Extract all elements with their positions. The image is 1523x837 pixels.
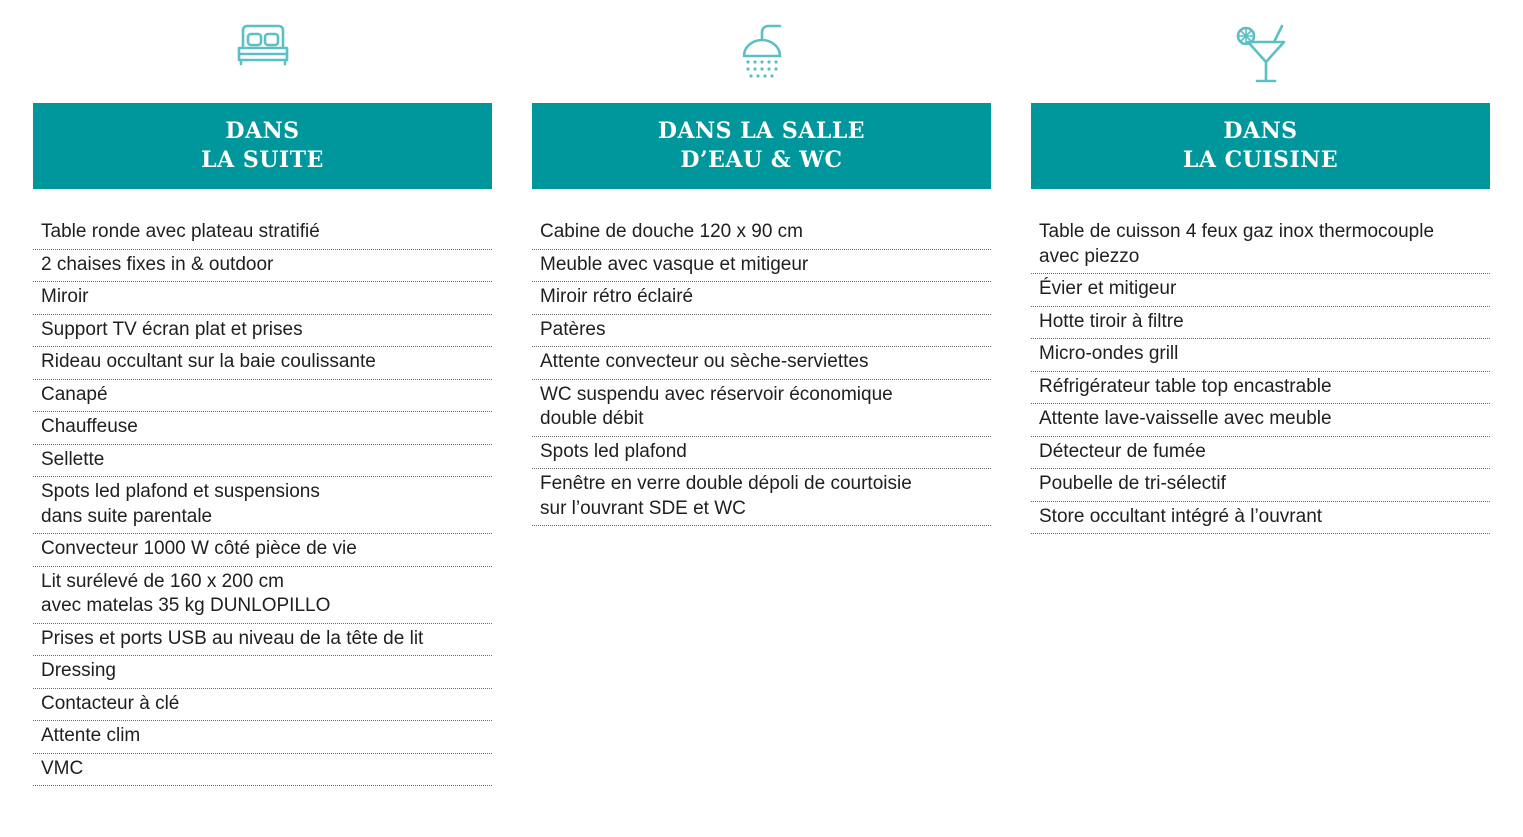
list-item-text: Sellette	[41, 448, 105, 470]
list-item	[33, 534, 492, 567]
list-item-text: Hotte tiroir à filtre	[1039, 310, 1184, 332]
equipment-list	[33, 217, 492, 786]
list-item	[532, 282, 991, 315]
list-item-text: Réfrigérateur table top encastrable	[1039, 375, 1332, 397]
header-line-2: D’EAU & WC	[680, 147, 843, 173]
equipment-list	[1031, 217, 1490, 534]
list-item	[33, 689, 492, 722]
header-line-2: LA SUITE	[201, 147, 324, 173]
list-item	[532, 217, 991, 250]
list-item-text: double débit	[540, 408, 644, 429]
header-line-1: DANS LA SALLE	[657, 118, 866, 144]
list-item	[532, 469, 991, 526]
list-item-text: Meuble avec vasque et mitigeur	[540, 253, 809, 275]
list-item-text: Détecteur de fumée	[1039, 440, 1206, 462]
section-header	[532, 103, 991, 189]
list-item	[1031, 307, 1490, 340]
list-item-text: Store occultant intégré à l’ouvrant	[1039, 505, 1323, 527]
section-header	[33, 103, 492, 189]
list-item-text: Miroir rétro éclairé	[540, 286, 694, 307]
list-item-text: Fenêtre en verre double dépoli de courtoisie	[540, 473, 912, 494]
list-item	[1031, 339, 1490, 372]
shower-icon	[740, 24, 784, 80]
list-item	[1031, 469, 1490, 502]
list-item-text: Table ronde avec plateau stratifié	[41, 221, 320, 242]
list-item-text: sur l’ouvrant SDE et WC	[540, 497, 746, 519]
list-item	[1031, 404, 1490, 437]
list-item	[1031, 274, 1490, 307]
list-item	[1031, 372, 1490, 405]
list-item	[1031, 217, 1490, 274]
list-item	[532, 250, 991, 283]
list-item-text: Prises et ports USB au niveau de la tête de lit	[41, 627, 424, 649]
list-item-text: Convecteur 1000 W côté pièce de vie	[41, 538, 357, 559]
column-suite	[33, 0, 492, 786]
list-item	[33, 567, 492, 624]
list-item	[33, 282, 492, 315]
header-line-2: LA CUISINE	[1182, 147, 1339, 173]
list-item	[1031, 502, 1490, 535]
list-item	[532, 315, 991, 348]
list-item	[532, 380, 991, 437]
list-item-text: Micro-ondes grill	[1039, 343, 1179, 364]
column-kitchen	[1031, 0, 1490, 534]
list-item-text: Table de cuisson 4 feux gaz inox thermocouple	[1039, 221, 1435, 242]
list-item	[33, 477, 492, 534]
list-item	[33, 250, 492, 283]
list-item-text: Poubelle de tri-sélectif	[1039, 473, 1226, 494]
list-item	[33, 624, 492, 657]
list-item-text: Attente convecteur ou sèche-serviettes	[540, 351, 869, 372]
list-item	[532, 347, 991, 380]
header-line-1: DANS	[1223, 118, 1298, 144]
list-item-text: Cabine de douche 120 x 90 cm	[540, 221, 804, 242]
cocktail-icon	[1234, 24, 1288, 84]
list-item	[33, 315, 492, 348]
list-item	[33, 754, 492, 787]
list-item-text: Miroir	[41, 286, 89, 307]
list-item-text: 2 chaises fixes in & outdoor	[41, 253, 274, 275]
icon-area	[1031, 0, 1490, 103]
list-item-text: Rideau occultant sur la baie coulissante	[41, 351, 376, 372]
list-item-text: Dressing	[41, 660, 116, 681]
column-bathroom	[532, 0, 991, 526]
list-item	[33, 445, 492, 478]
icon-area	[33, 0, 492, 103]
icon-area	[532, 0, 991, 103]
list-item-text: Support TV écran plat et prises	[41, 318, 303, 340]
list-item	[33, 380, 492, 413]
section-header	[1031, 103, 1490, 189]
header-line-1: DANS	[225, 118, 300, 144]
list-item-text: Chauffeuse	[41, 416, 138, 437]
list-item-text: Attente clim	[41, 725, 141, 746]
list-item-text: Spots led plafond et suspensions	[41, 481, 320, 502]
list-item-text: avec piezzo	[1039, 245, 1140, 267]
list-item	[33, 412, 492, 445]
list-item	[33, 656, 492, 689]
list-item	[1031, 437, 1490, 470]
list-item-text: Spots led plafond	[540, 440, 687, 462]
list-item-text: dans suite parentale	[41, 505, 213, 527]
list-item-text: Lit surélevé de 160 x 200 cm	[41, 570, 284, 592]
list-item	[33, 217, 492, 250]
list-item	[33, 721, 492, 754]
list-item-text: Contacteur à clé	[41, 692, 180, 714]
list-item-text: VMC	[41, 757, 84, 779]
list-item-text: Canapé	[41, 383, 108, 405]
list-item	[33, 347, 492, 380]
bed-icon	[237, 24, 289, 66]
list-item-text: Patères	[540, 318, 606, 340]
list-item	[532, 437, 991, 470]
list-item-text: avec matelas 35 kg DUNLOPILLO	[41, 595, 331, 616]
list-item-text: WC suspendu avec réservoir économique	[540, 383, 893, 405]
list-item-text: Évier et mitigeur	[1039, 278, 1177, 299]
list-item-text: Attente lave-vaisselle avec meuble	[1039, 408, 1332, 429]
equipment-list	[532, 217, 991, 526]
